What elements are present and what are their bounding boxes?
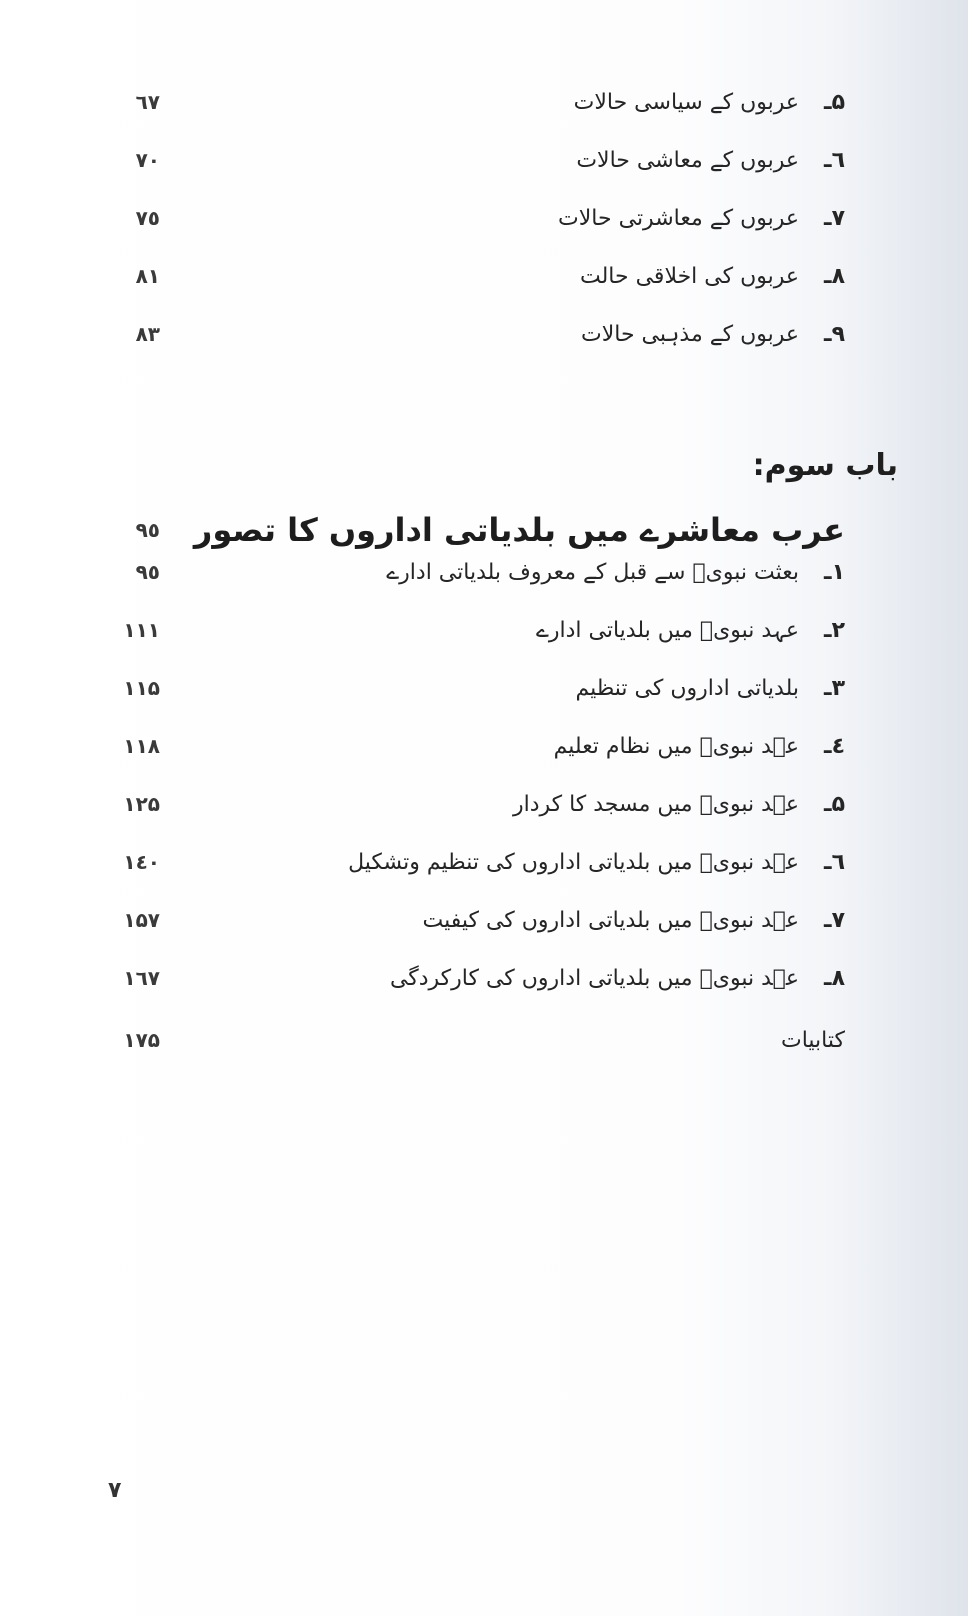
entry-number: ٦ـ xyxy=(824,147,845,173)
entry-number: ۵ـ xyxy=(824,791,845,817)
toc-entry xyxy=(580,264,845,289)
bibliography-title: کتابیات xyxy=(781,1027,845,1053)
entry-number: ٦ـ xyxy=(824,849,845,875)
chapter-title-row xyxy=(100,505,845,555)
entry-title: عربوں کے معاشی حالات xyxy=(576,147,799,173)
page-number: ١٦٧ xyxy=(123,966,160,990)
toc-row xyxy=(100,958,845,998)
page-number: ٦٧ xyxy=(135,90,160,114)
toc-entry xyxy=(390,966,845,991)
page-number: ٧٠ xyxy=(135,148,160,172)
toc-row xyxy=(100,314,845,354)
entry-title: عہد نبویؐ میں بلدیاتی اداروں کی کارکردگی xyxy=(389,965,799,991)
entry-title: عہد نبویؐ میں بلدیاتی اداروں کی تنظیم وتشکیل xyxy=(348,849,799,875)
page-number: ٨٣ xyxy=(135,322,160,346)
entry-title: عربوں کی اخلاقی حالت xyxy=(579,263,799,289)
entry-title: عہد نبویؐ میں مسجد کا کردار xyxy=(512,791,799,817)
entry-title: عربوں کے مذہبی حالات xyxy=(580,321,799,347)
entry-title: عربوں کے سیاسی حالات xyxy=(573,89,799,115)
toc-entry xyxy=(422,908,845,933)
page-folio: ٧ xyxy=(108,1478,122,1503)
toc-row-bibliography xyxy=(100,1020,845,1060)
page-number: ٩٥ xyxy=(135,518,160,542)
toc-row xyxy=(100,610,845,650)
toc-row xyxy=(100,842,845,882)
entry-number: ٢ـ xyxy=(824,617,845,643)
toc-row xyxy=(100,726,845,766)
toc-entry xyxy=(386,560,845,585)
chapter-label: باب سوم: xyxy=(752,448,898,483)
toc-row xyxy=(100,900,845,940)
toc-entry xyxy=(513,792,845,817)
page-number: ٩٥ xyxy=(135,560,160,584)
chapter-title: عرب معاشرے میں بلدیاتی اداروں کا تصور xyxy=(193,511,845,549)
entry-title: عہد نبویؐ میں نظام تعلیم xyxy=(553,733,799,759)
toc-row xyxy=(100,198,845,238)
page-number: ١١٨ xyxy=(123,734,160,758)
toc-entry xyxy=(348,850,845,875)
entry-number: ۵ـ xyxy=(824,89,845,115)
toc-row xyxy=(100,668,845,708)
page-number: ١١۵ xyxy=(123,676,160,700)
entry-number: ٧ـ xyxy=(824,205,845,231)
entry-title: بلدیاتی اداروں کی تنظیم xyxy=(575,675,799,701)
page-number: ٨١ xyxy=(135,264,160,288)
entry-number: ٣ـ xyxy=(824,675,845,701)
toc-row xyxy=(100,552,845,592)
entry-number: ٨ـ xyxy=(824,965,845,991)
toc-row xyxy=(100,784,845,824)
entry-number: ٤ـ xyxy=(824,733,845,759)
page-number: ١٢۵ xyxy=(123,792,160,816)
toc-entry xyxy=(575,676,845,701)
entry-title: عہد نبویؐ میں بلدیاتی ادارے xyxy=(535,617,799,643)
toc-entry xyxy=(576,148,845,173)
entry-number: ٨ـ xyxy=(824,263,845,289)
toc-entry xyxy=(536,618,845,643)
toc-entry xyxy=(558,206,845,231)
page-number: ١٧۵ xyxy=(123,1028,160,1052)
toc-row xyxy=(100,82,845,122)
toc-entry xyxy=(574,90,845,115)
page-number: ١١١ xyxy=(123,618,160,642)
entry-number: ٩ـ xyxy=(824,321,845,347)
toc-row xyxy=(100,140,845,180)
entry-number: ١ـ xyxy=(824,559,845,585)
entry-title: بعثت نبویؐ سے قبل کے معروف بلدیاتی ادارے xyxy=(386,559,799,585)
entry-title: عہد نبویؐ میں بلدیاتی اداروں کی کیفیت xyxy=(422,907,799,933)
toc-row xyxy=(100,256,845,296)
toc-entry xyxy=(581,322,845,347)
page-number: ١٤٠ xyxy=(123,850,160,874)
page-number: ٧٥ xyxy=(135,206,160,230)
entry-title: عربوں کے معاشرتی حالات xyxy=(558,205,799,231)
entry-number: ٧ـ xyxy=(824,907,845,933)
page-number: ١۵٧ xyxy=(123,908,160,932)
toc-entry xyxy=(554,734,845,759)
